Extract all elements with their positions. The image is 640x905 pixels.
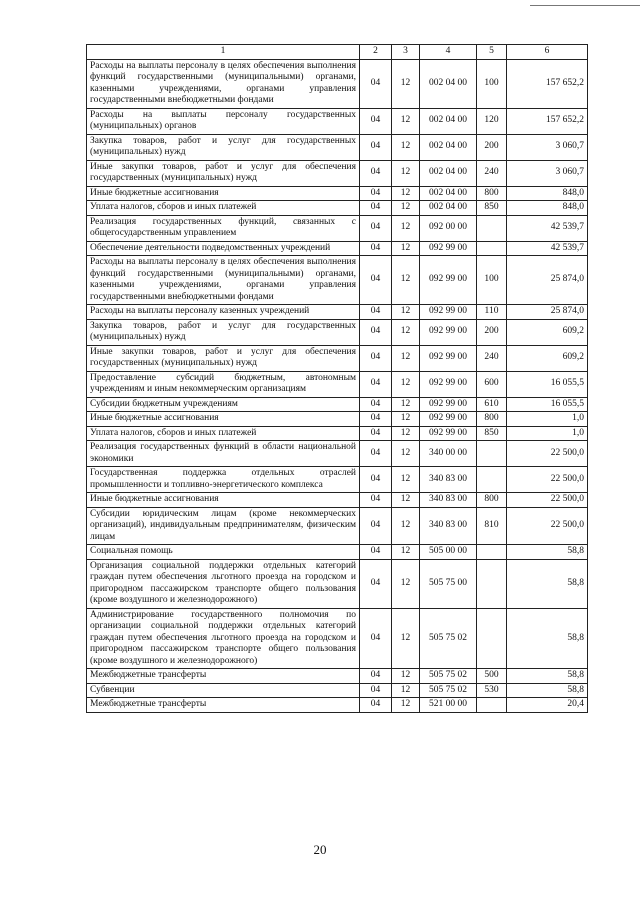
- row-name-cell: Межбюджетные трансферты: [87, 669, 360, 684]
- header-row: [87, 45, 588, 60]
- table-row: [87, 59, 588, 108]
- row-amount-cell: 58,8: [507, 683, 588, 698]
- row-name-cell: Иные закупки товаров, работ и услуг для обеспечения государственных (муниципальных) нужд: [87, 345, 360, 371]
- row-subsection-cell: 12: [392, 215, 420, 241]
- row-name-cell: Предоставление субсидий бюджетным, автономным учреждениям и иным некоммерческим организациям: [87, 371, 360, 397]
- row-target-article-cell: 092 99 00: [420, 426, 477, 441]
- row-section-cell: 04: [360, 345, 392, 371]
- table-row: [87, 305, 588, 320]
- row-subsection-cell: 12: [392, 493, 420, 508]
- table-row: [87, 683, 588, 698]
- row-expense-type-cell: [477, 698, 507, 713]
- row-name-cell: Социальная помощь: [87, 545, 360, 560]
- row-amount-cell: 16 055,5: [507, 397, 588, 412]
- row-section-cell: 04: [360, 493, 392, 508]
- table-row: [87, 426, 588, 441]
- row-expense-type-cell: 240: [477, 345, 507, 371]
- row-subsection-cell: 12: [392, 371, 420, 397]
- header-cell-target-article: 4: [420, 45, 477, 60]
- row-name-cell: Иные бюджетные ассигнования: [87, 493, 360, 508]
- table-row: [87, 319, 588, 345]
- row-expense-type-cell: 810: [477, 507, 507, 545]
- row-subsection-cell: 12: [392, 698, 420, 713]
- row-subsection-cell: 12: [392, 608, 420, 669]
- row-subsection-cell: 12: [392, 186, 420, 201]
- row-name-cell: Иные бюджетные ассигнования: [87, 412, 360, 427]
- row-name-cell: Государственная поддержка отдельных отраслей промышленности и топливно-энергетического комплекса: [87, 467, 360, 493]
- row-target-article-cell: 092 99 00: [420, 241, 477, 256]
- table-row: [87, 186, 588, 201]
- table-row: [87, 441, 588, 467]
- row-target-article-cell: 092 99 00: [420, 345, 477, 371]
- row-name-cell: Расходы на выплаты персоналу в целях обеспечения выполнения функций государственными (муниципальными) органами, казенными учреждениями, органами управления государственными внебюджетными фондами: [87, 59, 360, 108]
- table-row: [87, 608, 588, 669]
- row-expense-type-cell: 800: [477, 412, 507, 427]
- row-section-cell: 04: [360, 467, 392, 493]
- budget-table: [86, 44, 588, 713]
- row-section-cell: 04: [360, 412, 392, 427]
- row-section-cell: 04: [360, 426, 392, 441]
- row-section-cell: 04: [360, 201, 392, 216]
- table-row: [87, 698, 588, 713]
- header-cell-section: 2: [360, 45, 392, 60]
- row-amount-cell: 22 500,0: [507, 467, 588, 493]
- row-expense-type-cell: [477, 215, 507, 241]
- table-row: [87, 160, 588, 186]
- row-target-article-cell: 340 83 00: [420, 467, 477, 493]
- row-target-article-cell: 505 75 02: [420, 683, 477, 698]
- row-expense-type-cell: [477, 559, 507, 608]
- row-target-article-cell: 505 00 00: [420, 545, 477, 560]
- row-amount-cell: 20,4: [507, 698, 588, 713]
- table-row: [87, 669, 588, 684]
- row-amount-cell: 848,0: [507, 201, 588, 216]
- row-section-cell: 04: [360, 507, 392, 545]
- row-name-cell: Субвенции: [87, 683, 360, 698]
- row-amount-cell: 848,0: [507, 186, 588, 201]
- row-subsection-cell: 12: [392, 545, 420, 560]
- row-name-cell: Администрирование государственного полномочия по организации социальной поддержки отдельных категорий граждан путем обеспечения льготного проезда на городском и пригородном пассажирском транспорте общего пользования (кроме воздушного и железнодорожного): [87, 608, 360, 669]
- table-row: [87, 215, 588, 241]
- row-target-article-cell: 092 99 00: [420, 412, 477, 427]
- row-amount-cell: 58,8: [507, 608, 588, 669]
- row-target-article-cell: 505 75 02: [420, 608, 477, 669]
- row-amount-cell: 157 652,2: [507, 59, 588, 108]
- row-name-cell: Субсидии юридическим лицам (кроме некоммерческих организаций), индивидуальным предпринимателям, физическим лицам: [87, 507, 360, 545]
- row-subsection-cell: 12: [392, 256, 420, 305]
- row-section-cell: 04: [360, 215, 392, 241]
- row-amount-cell: 25 874,0: [507, 305, 588, 320]
- row-name-cell: Расходы на выплаты персоналу государственных (муниципальных) органов: [87, 108, 360, 134]
- row-amount-cell: 58,8: [507, 545, 588, 560]
- row-amount-cell: 25 874,0: [507, 256, 588, 305]
- row-name-cell: Закупка товаров, работ и услуг для государственных (муниципальных) нужд: [87, 134, 360, 160]
- row-amount-cell: 42 539,7: [507, 241, 588, 256]
- header-cell-amount: 6: [507, 45, 588, 60]
- row-name-cell: Расходы на выплаты персоналу в целях обеспечения выполнения функций государственными (муниципальными) органами, казенными учреждениями, органами управления государственными внебюджетными фондами: [87, 256, 360, 305]
- top-edge-rule: [530, 5, 640, 6]
- row-target-article-cell: 092 99 00: [420, 371, 477, 397]
- row-expense-type-cell: 610: [477, 397, 507, 412]
- table-row: [87, 493, 588, 508]
- row-section-cell: 04: [360, 160, 392, 186]
- row-name-cell: Иные бюджетные ассигнования: [87, 186, 360, 201]
- row-name-cell: Реализация государственных функций, связанных с общегосударственным управлением: [87, 215, 360, 241]
- row-section-cell: 04: [360, 669, 392, 684]
- row-target-article-cell: 002 04 00: [420, 160, 477, 186]
- row-section-cell: 04: [360, 186, 392, 201]
- row-amount-cell: 58,8: [507, 559, 588, 608]
- table-row: [87, 134, 588, 160]
- row-expense-type-cell: 500: [477, 669, 507, 684]
- row-target-article-cell: 092 99 00: [420, 305, 477, 320]
- row-section-cell: 04: [360, 441, 392, 467]
- row-subsection-cell: 12: [392, 241, 420, 256]
- table-row: [87, 545, 588, 560]
- budget-table-body: [87, 45, 588, 713]
- row-amount-cell: 22 500,0: [507, 441, 588, 467]
- row-subsection-cell: 12: [392, 426, 420, 441]
- header-cell-name: 1: [87, 45, 360, 60]
- row-target-article-cell: 002 04 00: [420, 201, 477, 216]
- row-target-article-cell: 340 83 00: [420, 493, 477, 508]
- row-amount-cell: 16 055,5: [507, 371, 588, 397]
- row-subsection-cell: 12: [392, 108, 420, 134]
- row-expense-type-cell: 850: [477, 201, 507, 216]
- row-subsection-cell: 12: [392, 134, 420, 160]
- table-row: [87, 201, 588, 216]
- row-expense-type-cell: 850: [477, 426, 507, 441]
- row-target-article-cell: 505 75 00: [420, 559, 477, 608]
- row-expense-type-cell: [477, 545, 507, 560]
- row-expense-type-cell: 100: [477, 59, 507, 108]
- header-cell-expense-type: 5: [477, 45, 507, 60]
- row-section-cell: 04: [360, 608, 392, 669]
- table-row: [87, 397, 588, 412]
- row-expense-type-cell: 100: [477, 256, 507, 305]
- row-name-cell: Иные закупки товаров, работ и услуг для обеспечения государственных (муниципальных) нужд: [87, 160, 360, 186]
- row-name-cell: Уплата налогов, сборов и иных платежей: [87, 201, 360, 216]
- row-amount-cell: 22 500,0: [507, 507, 588, 545]
- table-row: [87, 507, 588, 545]
- row-expense-type-cell: 600: [477, 371, 507, 397]
- row-subsection-cell: 12: [392, 397, 420, 412]
- row-target-article-cell: 092 99 00: [420, 256, 477, 305]
- row-expense-type-cell: 800: [477, 186, 507, 201]
- row-amount-cell: 609,2: [507, 345, 588, 371]
- row-target-article-cell: 340 00 00: [420, 441, 477, 467]
- row-name-cell: Субсидии бюджетным учреждениям: [87, 397, 360, 412]
- row-expense-type-cell: 530: [477, 683, 507, 698]
- row-target-article-cell: 092 99 00: [420, 319, 477, 345]
- table-row: [87, 559, 588, 608]
- row-section-cell: 04: [360, 134, 392, 160]
- table-row: [87, 256, 588, 305]
- table-row: [87, 345, 588, 371]
- row-expense-type-cell: 240: [477, 160, 507, 186]
- row-subsection-cell: 12: [392, 201, 420, 216]
- row-amount-cell: 1,0: [507, 412, 588, 427]
- row-section-cell: 04: [360, 683, 392, 698]
- row-expense-type-cell: [477, 608, 507, 669]
- row-subsection-cell: 12: [392, 467, 420, 493]
- row-subsection-cell: 12: [392, 345, 420, 371]
- row-target-article-cell: 505 75 02: [420, 669, 477, 684]
- row-section-cell: 04: [360, 319, 392, 345]
- row-target-article-cell: 002 04 00: [420, 186, 477, 201]
- page-number: 20: [313, 842, 327, 857]
- row-expense-type-cell: 110: [477, 305, 507, 320]
- table-row: [87, 108, 588, 134]
- document-page: [86, 44, 587, 713]
- row-name-cell: Реализация государственных функций в области национальной экономики: [87, 441, 360, 467]
- row-section-cell: 04: [360, 108, 392, 134]
- row-name-cell: Межбюджетные трансферты: [87, 698, 360, 713]
- row-subsection-cell: 12: [392, 59, 420, 108]
- row-name-cell: Обеспечение деятельности подведомственных учреждений: [87, 241, 360, 256]
- row-section-cell: 04: [360, 371, 392, 397]
- row-amount-cell: 22 500,0: [507, 493, 588, 508]
- table-row: [87, 467, 588, 493]
- row-expense-type-cell: 120: [477, 108, 507, 134]
- row-amount-cell: 3 060,7: [507, 160, 588, 186]
- row-amount-cell: 1,0: [507, 426, 588, 441]
- row-subsection-cell: 12: [392, 441, 420, 467]
- row-amount-cell: 3 060,7: [507, 134, 588, 160]
- row-target-article-cell: 521 00 00: [420, 698, 477, 713]
- row-name-cell: Уплата налогов, сборов и иных платежей: [87, 426, 360, 441]
- row-amount-cell: 42 539,7: [507, 215, 588, 241]
- row-expense-type-cell: 800: [477, 493, 507, 508]
- table-row: [87, 241, 588, 256]
- row-section-cell: 04: [360, 397, 392, 412]
- row-target-article-cell: 092 99 00: [420, 397, 477, 412]
- row-expense-type-cell: [477, 467, 507, 493]
- row-subsection-cell: 12: [392, 507, 420, 545]
- row-section-cell: 04: [360, 559, 392, 608]
- row-section-cell: 04: [360, 241, 392, 256]
- row-subsection-cell: 12: [392, 559, 420, 608]
- row-target-article-cell: 002 04 00: [420, 59, 477, 108]
- row-section-cell: 04: [360, 305, 392, 320]
- row-section-cell: 04: [360, 256, 392, 305]
- row-subsection-cell: 12: [392, 412, 420, 427]
- header-cell-subsection: 3: [392, 45, 420, 60]
- row-section-cell: 04: [360, 698, 392, 713]
- row-name-cell: Организация социальной поддержки отдельных категорий граждан путем обеспечения льготного проезда на городском и пригородном пассажирском транспорте общего пользования (кроме воздушного и железнодорожного): [87, 559, 360, 608]
- row-target-article-cell: 002 04 00: [420, 108, 477, 134]
- row-target-article-cell: 002 04 00: [420, 134, 477, 160]
- table-row: [87, 412, 588, 427]
- row-expense-type-cell: 200: [477, 134, 507, 160]
- row-subsection-cell: 12: [392, 305, 420, 320]
- table-row: [87, 371, 588, 397]
- row-expense-type-cell: [477, 241, 507, 256]
- row-subsection-cell: 12: [392, 160, 420, 186]
- row-name-cell: Расходы на выплаты персоналу казенных учреждений: [87, 305, 360, 320]
- row-subsection-cell: 12: [392, 319, 420, 345]
- row-target-article-cell: 340 83 00: [420, 507, 477, 545]
- row-name-cell: Закупка товаров, работ и услуг для государственных (муниципальных) нужд: [87, 319, 360, 345]
- row-section-cell: 04: [360, 545, 392, 560]
- row-target-article-cell: 092 00 00: [420, 215, 477, 241]
- row-subsection-cell: 12: [392, 669, 420, 684]
- row-amount-cell: 58,8: [507, 669, 588, 684]
- row-expense-type-cell: [477, 441, 507, 467]
- row-amount-cell: 157 652,2: [507, 108, 588, 134]
- row-subsection-cell: 12: [392, 683, 420, 698]
- row-amount-cell: 609,2: [507, 319, 588, 345]
- row-section-cell: 04: [360, 59, 392, 108]
- row-expense-type-cell: 200: [477, 319, 507, 345]
